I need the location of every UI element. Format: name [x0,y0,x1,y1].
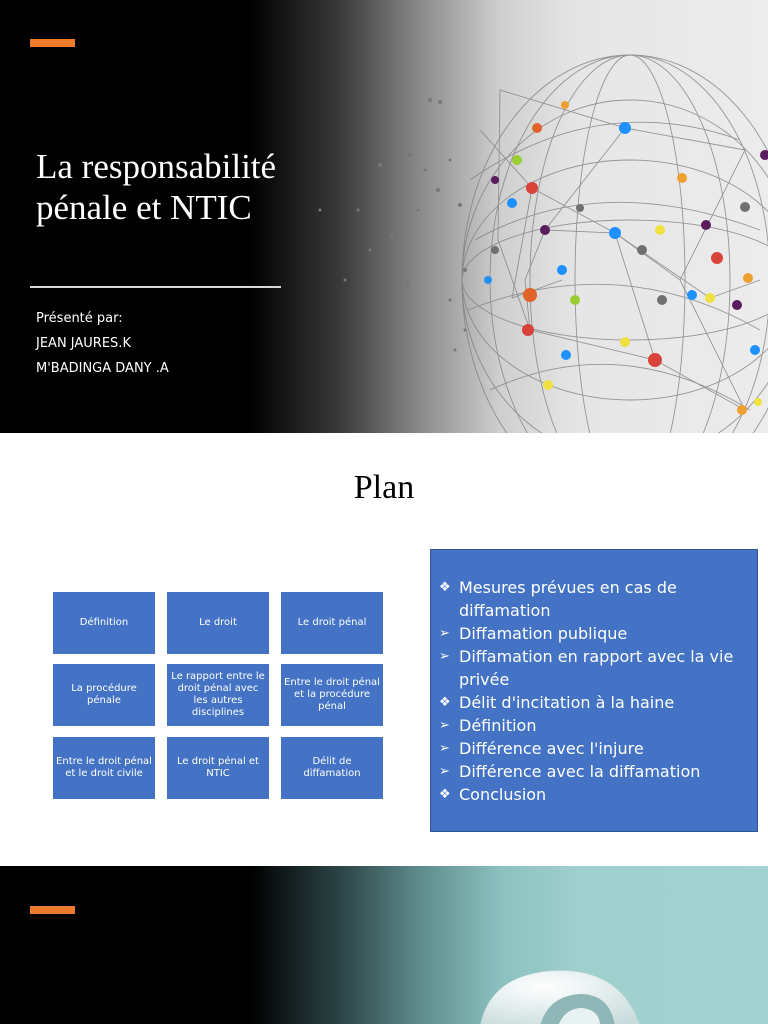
outline-item-text: Délit d'incitation à la haine [459,693,675,712]
outline-item [439,737,749,760]
plan-grid-cell: Le droit pénal et NTIC [167,737,269,799]
arrow-bullet-icon: ➢ [439,741,450,756]
outline-item-text: Mesures prévues en cas de diffamation [459,578,677,620]
plan-title: Plan [353,469,415,506]
plan-grid-cell: Délit de diffamation [281,737,383,799]
network-globe-image [300,30,768,433]
presentation-title: La responsabilité pénale et NTIC [36,147,277,227]
plan-grid-cell: La procédure pénale [53,664,155,726]
diamond-bullet-icon: ❖ [439,580,451,595]
plan-outline-box [430,549,758,832]
outline-item-text: Différence avec l'injure [459,739,644,758]
outline-item [439,691,749,714]
plan-grid-cell: Le droit pénal [281,592,383,654]
outline-item-text: Différence avec la diffamation [459,762,701,781]
outline-item [439,645,749,691]
presenters-block [36,309,169,384]
3d-shape-image [470,966,670,1024]
diamond-bullet-icon: ❖ [439,787,451,802]
outline-item [439,714,749,737]
plan-grid-cell: Définition [53,592,155,654]
title-slide [0,0,768,433]
plan-grid-cell: Le rapport entre le droit pénal avec les autres disciplines [167,664,269,726]
title-divider [30,286,281,288]
plan-slide [0,433,768,866]
outline-item [439,576,749,622]
plan-grid [53,592,383,799]
presenter-name: M'BADINGA DANY .A [36,361,169,376]
accent-bar [30,39,75,47]
diamond-bullet-icon: ❖ [439,695,451,710]
outline-item-text: Diffamation publique [459,624,628,643]
plan-grid-cell: Entre le droit pénal et le droit civile [53,737,155,799]
outline-item-text: Diffamation en rapport avec la vie privée [459,647,734,689]
outline-item-text: Conclusion [459,785,547,804]
accent-bar [30,906,75,914]
arrow-bullet-icon: ➢ [439,718,450,733]
presented-by-label: Présenté par: [36,311,123,326]
outline-item-text: Définition [459,716,537,735]
next-slide-preview [0,866,768,1024]
plan-grid-cell: Entre le droit pénal et la procédure pénal [281,664,383,726]
arrow-bullet-icon: ➢ [439,626,450,641]
arrow-bullet-icon: ➢ [439,764,450,779]
presenter-name: JEAN JAURES.K [36,336,131,351]
arrow-bullet-icon: ➢ [439,649,450,664]
outline-item [439,760,749,783]
plan-grid-cell: Le droit [167,592,269,654]
outline-item [439,783,749,806]
outline-item [439,622,749,645]
